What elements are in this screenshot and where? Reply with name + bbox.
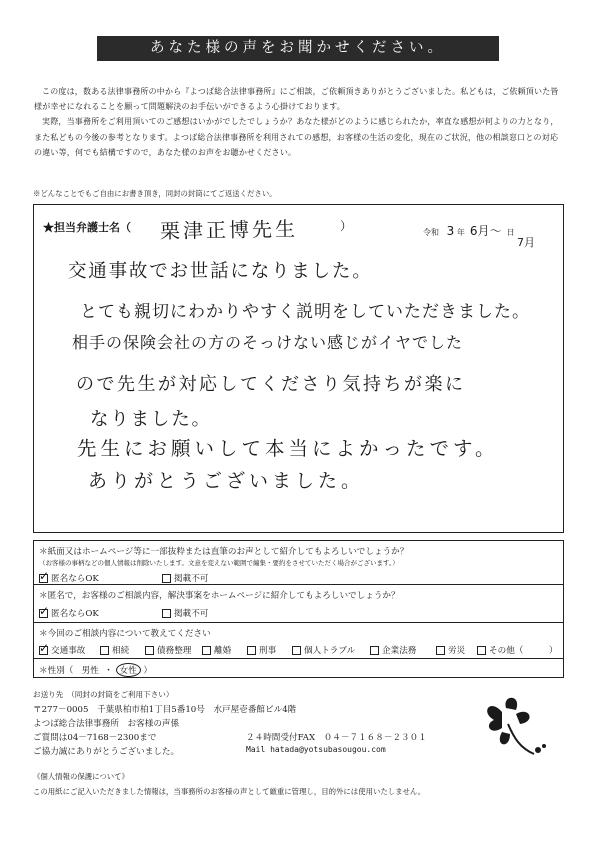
category-personal-label: 個人トラブル — [304, 646, 356, 656]
question-case: ＊匿名で，お客様のご相談内容，解決事案をホームページに紹介してもよろしいでしょうか？ — [39, 591, 400, 601]
category-inheritance-label: 相続 — [112, 646, 130, 656]
question-category: ＊今回のご相談内容について教えてください — [39, 629, 211, 639]
send-to-label: お送り先 （同封の封筒をご利用下さい） — [33, 690, 174, 699]
contact-mail[interactable]: Mail hatada@yotsubasougou.com — [246, 745, 386, 754]
case-decline-checkbox[interactable] — [162, 609, 171, 618]
date-day-unit: 日 — [506, 228, 515, 237]
category-personal-checkbox[interactable] — [292, 646, 301, 655]
date-year-unit: 年 — [456, 228, 465, 237]
lawyer-close-paren: ） — [340, 219, 353, 233]
lawyer-label-text: ★担当弁護士名（ — [43, 221, 131, 234]
publish-decline-checkbox[interactable] — [162, 574, 171, 583]
publish-anonymous-label: 匿名ならOK — [51, 574, 99, 584]
date-month-end[interactable]: 7月 — [517, 236, 535, 249]
category-labor-label: 労災 — [448, 646, 466, 656]
gender-dot: ・ — [104, 666, 113, 676]
date-year[interactable]: 3 — [446, 224, 455, 238]
gender-close: ） — [143, 666, 153, 676]
category-debt[interactable] — [145, 644, 191, 656]
letter-line-2[interactable]: とても親切にわかりやすく説明をしていただきました。 — [80, 302, 530, 322]
question-category-block — [33, 623, 564, 659]
gender-male[interactable]: 男性 — [81, 666, 99, 676]
category-inheritance-checkbox[interactable] — [100, 646, 109, 655]
question-publish-block — [33, 540, 564, 585]
gender-female-circled[interactable]: 女性 — [116, 663, 141, 677]
category-inheritance[interactable] — [100, 644, 129, 656]
category-other-label: その他（ — [489, 646, 524, 656]
category-divorce-label: 離婚 — [214, 646, 232, 656]
category-corporate-checkbox[interactable] — [370, 646, 379, 655]
date-row — [423, 222, 515, 239]
letter-line-3[interactable]: 相手の保険会社の方のそっけない感じがイヤでした — [72, 333, 464, 352]
gender-label: ＊性別（ — [39, 666, 74, 676]
publish-decline-label: 掲載不可 — [174, 574, 209, 584]
category-debt-checkbox[interactable] — [145, 646, 154, 655]
publish-option-decline[interactable] — [162, 572, 208, 584]
gender-block — [33, 659, 564, 678]
privacy-text: この用紙にご記入いただきました情報は，当事務所のお客様の声として厳重に管理し，目的外には使用いたしません。 — [33, 787, 426, 796]
case-option-decline[interactable] — [162, 607, 208, 619]
clover-logo-icon — [480, 694, 550, 764]
contact-fax: ２４時間受付FAX ０４－７１６８－２３０１ — [246, 733, 427, 743]
intro-paragraph-2: 実際，当事務所をご利用頂いてのご感想はいかがでしたでしょうか？あなた様がどのように感じられたか，率直な感想が何よりの力となり，また私どもの今後の参考となります。よつば総合法律事務所を利用されての感想，お客様の生活の変化，現在のご状況，他の相談窓口との対応の違い等，何でも結構ですので，あなた様のお声をお聴かせください。 — [34, 117, 559, 157]
question-publish: ＊紙面又はホームページ等に一部抜粋または直筆のお声として紹介してもよろしいでしょうか？ — [39, 547, 409, 557]
lawyer-name-handwritten[interactable]: 栗津正博先生 — [159, 216, 299, 244]
privacy-heading: 《個人情報の保護について》 — [33, 772, 129, 781]
page-banner-title: あなた様の声をお聞かせください。 — [97, 36, 499, 61]
date-era: 令和 — [423, 228, 439, 237]
office-name: よつば総合法律事務所 お客様の声係 — [33, 719, 180, 729]
category-other-checkbox[interactable] — [477, 646, 486, 655]
thanks-text: ご協力誠にありがとうございました。 — [33, 747, 180, 757]
intro-text — [34, 84, 564, 160]
category-divorce-checkbox[interactable] — [202, 646, 211, 655]
letter-line-7[interactable]: ありがとうございました。 — [88, 470, 365, 492]
category-debt-label: 債務整理 — [157, 646, 192, 656]
category-divorce[interactable] — [202, 644, 231, 656]
lawyer-label — [43, 219, 131, 235]
category-traffic-checkbox[interactable] — [39, 646, 48, 655]
instruction-note: ※どんなことでもご自由にお書き頂き，同封の封筒にてご返送ください。 — [33, 189, 277, 198]
letter-line-6[interactable]: 先生にお願いして本当によかったです。 — [77, 437, 499, 460]
contact-tel: ご質問は04－7168－2300まで — [33, 733, 157, 743]
category-personal[interactable] — [292, 644, 355, 656]
case-option-anonymous[interactable] — [39, 607, 99, 619]
date-tilde: ～ — [489, 224, 502, 238]
category-traffic-label: 交通事故 — [51, 646, 86, 656]
category-corporate-label: 企業法務 — [382, 646, 417, 656]
letter-line-4[interactable]: ので先生が対応してくださり気持ちが楽に — [76, 374, 466, 395]
category-criminal[interactable] — [247, 644, 276, 656]
letter-line-5[interactable]: なりました。 — [90, 409, 212, 430]
intro-paragraph-1: この度は，数ある法律事務所の中から『よつば総合法律事務所』にご相談，ご依頼頂きありがとうございました。私どもは，ご依頼頂いた皆様が幸せになれることを願って問題解決のお手伝いができるよう心掛けております。 — [34, 87, 559, 112]
category-corporate[interactable] — [370, 644, 416, 656]
category-other-close: ） — [549, 646, 558, 656]
question-case-block — [33, 585, 564, 623]
category-traffic[interactable] — [39, 644, 85, 656]
letter-line-1[interactable]: 交通事故でお世話になりました。 — [68, 261, 373, 282]
category-labor[interactable] — [436, 644, 465, 656]
publish-anonymous-checkbox[interactable] — [39, 574, 48, 583]
category-other[interactable] — [477, 644, 523, 656]
category-labor-checkbox[interactable] — [436, 646, 445, 655]
gender-row — [39, 663, 152, 677]
case-decline-label: 掲載不可 — [174, 609, 209, 619]
category-criminal-label: 刑事 — [259, 646, 277, 656]
case-anonymous-checkbox[interactable] — [39, 609, 48, 618]
date-month[interactable]: 6月 — [469, 224, 490, 238]
office-address: 〒277－0005 千葉県柏市柏1丁目5番10号 水戸屋壱番館ビル4階 — [33, 705, 297, 715]
publish-option-anonymous[interactable] — [39, 572, 99, 584]
question-publish-note: （お客様の事柄などの個人情報は削除いたします。文意を変えない範囲で編集・要約をさせていただく場合がございます。） — [39, 559, 399, 567]
category-criminal-checkbox[interactable] — [247, 646, 256, 655]
case-anonymous-label: 匿名ならOK — [51, 609, 99, 619]
